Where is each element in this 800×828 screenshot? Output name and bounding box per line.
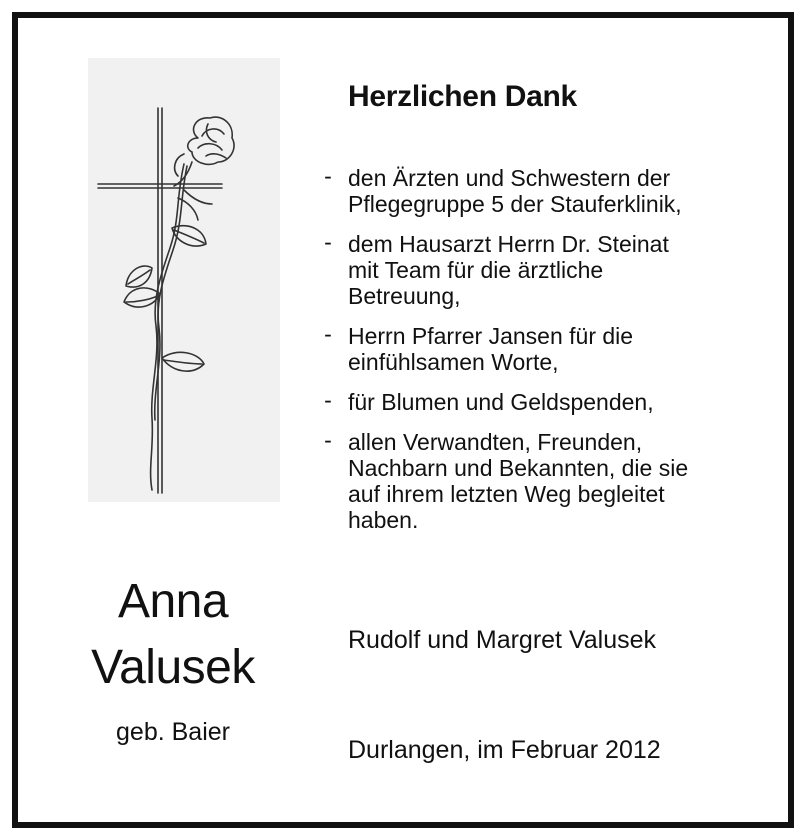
deceased-last-name: Valusek (91, 641, 255, 694)
list-item-line: allen Verwandten, Freunden, (348, 429, 643, 455)
list-item-line: haben. (348, 507, 419, 533)
list-item (318, 231, 778, 309)
list-item-line: dem Hausarzt Herrn Dr. Steinat (348, 231, 669, 257)
list-item-line: Betreuung, (348, 283, 461, 309)
list-item (318, 389, 778, 415)
obituary-notice (12, 12, 794, 828)
signature: Rudolf und Margret Valusek (348, 626, 657, 654)
list-item-line: Pflegegruppe 5 der Stauferklinik, (348, 191, 682, 217)
list-dash: - (324, 321, 332, 347)
deceased-birth-name: geb. Baier (116, 718, 230, 746)
list-dash: - (324, 427, 332, 453)
list-item (318, 165, 778, 217)
cross-with-rose-icon (88, 58, 280, 502)
list-dash: - (324, 163, 332, 189)
thanks-heading: Herzlichen Dank (348, 80, 577, 113)
list-dash: - (324, 387, 332, 413)
list-item-line: Nachbarn und Bekannten, die sie (348, 455, 689, 481)
thanks-list (318, 165, 778, 547)
list-dash: - (324, 229, 332, 255)
list-item (318, 323, 778, 375)
place-date: Durlangen, im Februar 2012 (348, 736, 661, 764)
list-item-line: auf ihrem letzten Weg begleitet (348, 481, 665, 507)
list-item-line: für Blumen und Geldspenden, (348, 389, 654, 415)
list-item-line: mit Team für die ärztliche (348, 257, 604, 283)
list-item (318, 429, 778, 533)
deceased-first-name: Anna (117, 575, 229, 628)
list-item-line: einfühlsamen Worte, (348, 349, 559, 375)
list-item-line: den Ärzten und Schwestern der (348, 165, 671, 191)
list-item-line: Herrn Pfarrer Jansen für die (348, 323, 634, 349)
